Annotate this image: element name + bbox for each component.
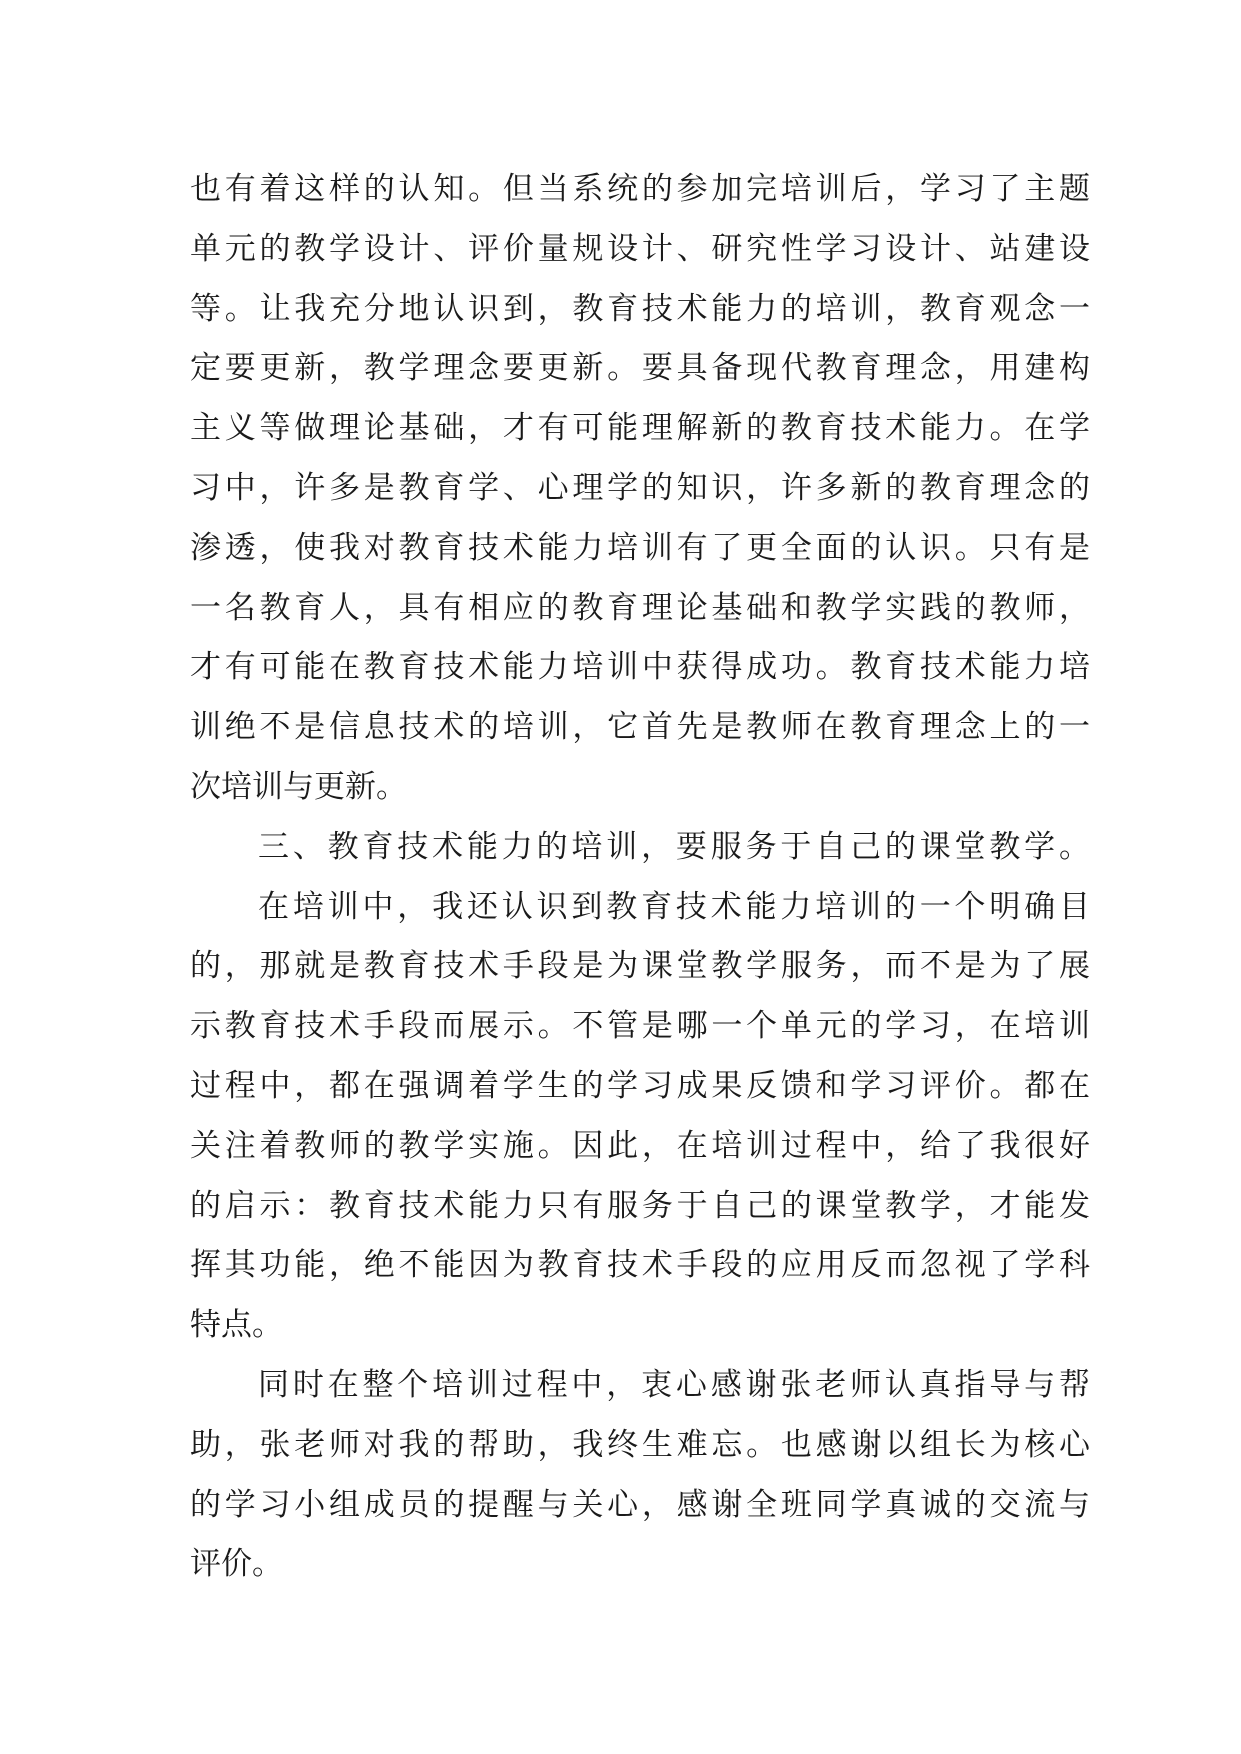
text-line: 的学习小组成员的提醒与关心，感谢全班同学真诚的交流与	[190, 1486, 1090, 1523]
text-line: 的，那就是教育技术手段是为课堂教学服务，而不是为了展	[190, 948, 1090, 985]
text-line: 示教育技术手段而展示。不管是哪一个单元的学习，在培训	[190, 1008, 1090, 1045]
text-line: 单元的教学设计、评价量规设计、研究性学习设计、站建设	[190, 230, 1090, 267]
text-line: 也有着这样的认知。但当系统的参加完培训后，学习了主题	[190, 171, 1090, 207]
text-line: 的启示：教育技术能力只有服务于自己的课堂教学，才能发	[190, 1187, 1090, 1224]
text-line: 挥其功能，绝不能因为教育技术手段的应用反而忽视了学科	[190, 1247, 1090, 1284]
document-body	[190, 160, 1090, 1595]
text-line: 特点。	[190, 1307, 283, 1344]
text-line: 次培训与更新。	[190, 768, 407, 805]
text-line: 评价。	[190, 1546, 283, 1583]
text-line: 助，张老师对我的帮助，我终生难忘。也感谢以组长为核心	[190, 1426, 1090, 1463]
text-line: 在培训中，我还认识到教育技术能力培训的一个明确目	[258, 888, 1090, 925]
text-line: 主义等做理论基础，才有可能理解新的教育技术能力。在学	[190, 410, 1090, 447]
text-line: 三、教育技术能力的培训，要服务于自己的课堂教学。	[258, 828, 1090, 865]
text-line: 渗透，使我对教育技术能力培训有了更全面的认识。只有是	[190, 529, 1090, 566]
text-line: 同时在整个培训过程中，衷心感谢张老师认真指导与帮	[258, 1366, 1090, 1403]
text-line: 定要更新，教学理念要更新。要具备现代教育理念，用建构	[190, 350, 1090, 387]
text-line: 训绝不是信息技术的培训，它首先是教师在教育理念上的一	[190, 709, 1090, 746]
text-line: 才有可能在教育技术能力培训中获得成功。教育技术能力培	[190, 649, 1090, 686]
text-line: 过程中，都在强调着学生的学习成果反馈和学习评价。都在	[190, 1067, 1090, 1104]
text-line: 习中，许多是教育学、心理学的知识，许多新的教育理念的	[190, 469, 1090, 506]
text-line: 关注着教师的教学实施。因此，在培训过程中，给了我很好	[190, 1127, 1090, 1164]
text-line: 一名教育人，具有相应的教育理论基础和教学实践的教师，	[190, 589, 1090, 626]
text-line: 等。让我充分地认识到，教育技术能力的培训，教育观念一	[190, 290, 1090, 327]
